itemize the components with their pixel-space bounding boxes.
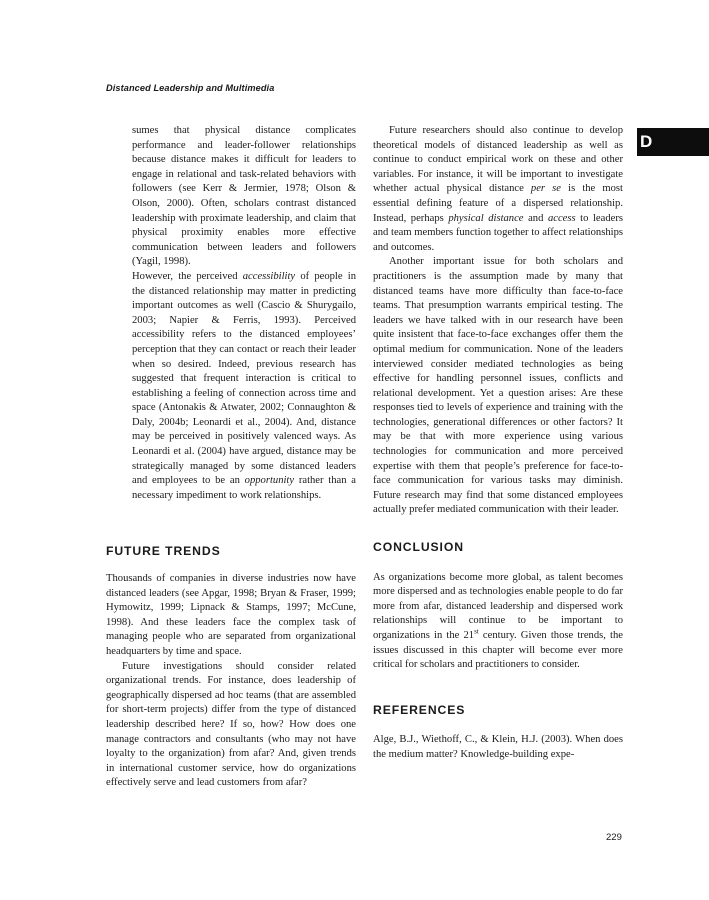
paragraph: However, the perceived accessibility of people in the distanced relationship may matter in predicting important outcomes as well (Cascio & Shurygailo, 2003; Napier & Ferris, 1993). Perceived accessibility refers to the distanced employees’ perception that they can contact or reach their leader when so desired. Indeed, previous research has suggested that frequent interaction is critical to establishing a feeling of connection across time and space (Antonakis & Atwater, 2002; Connaughton & Daly, 2004b; Leonardi et al., 2004). And, distance may be perceived in positively valenced ways. As Leonardi et al. (2004) have argued, distance may be strategically managed by some distanced leaders and employees to be an opportunity rather than a necessary impediment to work relationships. bbox=[132, 270, 357, 501]
paragraph: As organizations become more global, as talent becomes more dispersed and as technologies enable people to do far more from afar, distanced leadership and dispersed work relationships will continue to be important to organizations in the 21st century. Given those trends, the issues discussed in this chapter will become ever more critical for scholars and practitioners to consider. bbox=[373, 571, 623, 671]
paragraph: Future researchers should also continue to develop theoretical models of distanced leadership as well as continue to conduct empirical work on these and other variables. For instance, it will be important to investigate whether actual physical distance per se is the most essential defining feature of a dispersed relationship. Instead, perhaps physical distance and access to leaders and team members function together to affect relationships and outcomes. bbox=[373, 125, 623, 253]
paragraph: Another important issue for both scholars and practitioners is the assumption made by many that distanced teams have more difficulty than face-to-face teams. That presumption warrants empirical testing. The leaders we have talked with in our research have been quite insistent that face-to-face exchanges offer them the optimal medium for communication. None of the leaders interviewed consider mediated technologies as being effective for handling personnel issues, conflicts and relational development. Yet a question arises: Are these responses tied to levels of experience and training with the technologies, generational differences or other factors? It may be that with more experience using various technologies for communication and more perceived expertise with them that people’s preference for face-to-face communication for various tasks may diminish. Future research may find that some distanced employees actually prefer mediated communication with their leader. bbox=[373, 256, 623, 516]
future-trends-heading: FUTURE TRENDS bbox=[106, 544, 221, 558]
left-column-top bbox=[132, 124, 356, 503]
references-heading: REFERENCES bbox=[373, 702, 466, 717]
paragraph: Thousands of companies in diverse industries now have distanced leaders (see Apgar, 1998; Bryan & Fraser, 1999; Hymowitz, 1999; Lipnack & Stamps, 1997; McCune, 1998). And these leaders face the complex task of managing people who are separated from organizational headquarters by time and space. bbox=[106, 573, 356, 657]
running-header: Distanced Leadership and Multimedia bbox=[106, 83, 275, 93]
paragraph: Future investigations should consider related organizational trends. For instance, does leadership of geographically dispersed ad hoc teams (that are assembled for short-term projects) differ from the type of distanced leadership described here? If so, how? How does one manage contractors and consultants (who may not have loyalty to the organization) from afar? And, given trends in international customer service, how do organizations effectively serve and lead customers from afar? bbox=[106, 660, 356, 789]
section-tab: D bbox=[637, 128, 709, 156]
page-number: 229 bbox=[606, 832, 622, 843]
conclusion-heading: CONCLUSION bbox=[373, 540, 464, 555]
reference-entry: Alge, B.J., Wiethoff, C., & Klein, H.J. (2003). When does the medium matter? Knowledge-building expe- bbox=[373, 734, 623, 760]
left-column-bottom bbox=[106, 572, 356, 791]
paragraph: sumes that physical distance complicates performance and leader-follower relationships because distance makes it difficult for leaders to engage in relational and task-related behaviors with followers (see Kerr & Jermier, 1978; Olson & Olson, 2000). Often, scholars contrast distanced leadership with proximate leadership, and claim that physical proximity enables more effective communication between leaders and followers (Yagil, 1998). bbox=[132, 125, 356, 268]
right-column bbox=[373, 124, 623, 763]
